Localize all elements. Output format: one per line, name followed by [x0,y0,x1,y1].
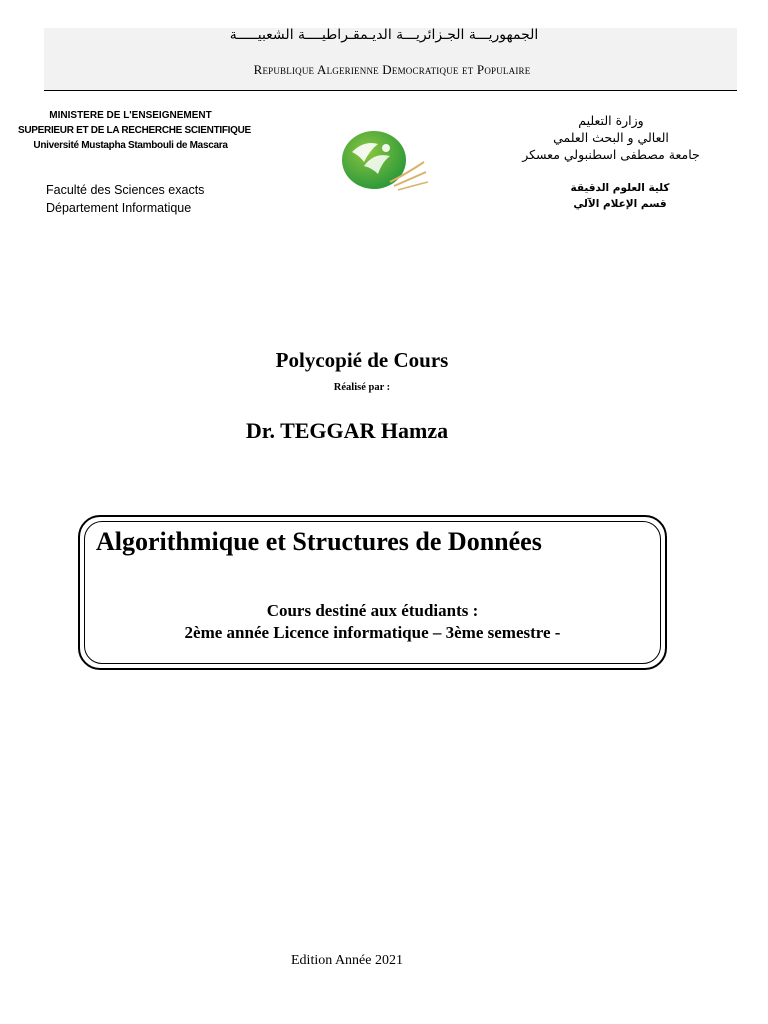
author-name: Dr. TEGGAR Hamza [245,418,449,443]
university-name: Université Mustapha Stambouli de Mascara [33,140,228,151]
french-republic-title: Republique Algerienne Democratique et Populaire [253,62,531,77]
department-name: Département Informatique [46,201,192,215]
course-title: Algorithmique et Structures de Données [96,527,542,556]
faculty-block [46,181,204,217]
arabic-faculty-block [540,180,700,212]
arabic-university-name: جامعة مصطفى اسطنبولي معسكر [522,147,700,162]
realise-par-label: Réalisé par : [333,382,391,393]
arabic-department-name: قسم الإعلام الآلي [573,198,667,210]
document-type-title: Polycopié de Cours [275,348,449,372]
university-logo-icon [334,122,432,198]
course-audience: Cours destiné aux étudiants : [266,601,479,620]
course-level: 2ème année Licence informatique – 3ème semestre - [184,623,561,642]
arabic-republic-title: الجمهوريـــة الجـزائريـــة الديـمقـراطيــــة الشعبيـــــة [229,27,539,43]
arabic-ministry-line-2: العالي و البحث العلمي [553,130,669,145]
arabic-ministry-line-1: وزارة التعليم [578,113,644,128]
ministry-line-2: SUPERIEUR ET DE LA RECHERCHE SCIENTIFIQUE [18,125,251,136]
arabic-ministry-block [496,112,726,163]
edition-year: Edition Année 2021 [291,953,403,968]
ministry-block [18,108,251,153]
faculty-name: Faculté des Sciences exacts [46,183,205,197]
arabic-faculty-name: كلية العلوم الدقيقة [570,182,670,194]
ministry-line-1: MINISTERE DE L'ENSEIGNEMENT [49,110,212,121]
header-divider [44,90,737,91]
